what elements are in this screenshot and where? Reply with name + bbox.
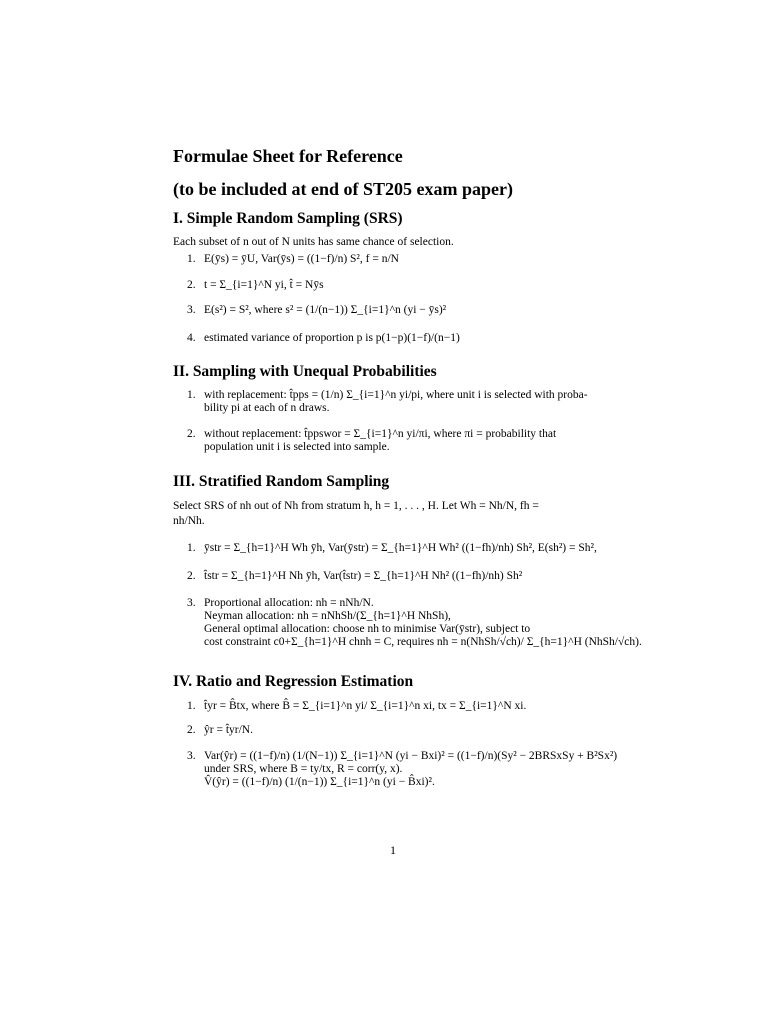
page-title: Formulae Sheet for Reference: [173, 146, 403, 166]
section-heading-stratified: III. Stratified Random Sampling: [173, 473, 390, 490]
formula-text: Proportional allocation: nh = nNh/N.: [204, 597, 374, 609]
formula-continuation: bility pi at each of n draws.: [204, 402, 330, 414]
formula-text: without replacement: t̂ppswor = Σ_{i=1}^n yi/πi, where πi = probability that: [204, 428, 557, 440]
formula-text: E(s²) = S², where s² = (1/(n−1)) Σ_{i=1}^n (yi − ȳs)²: [204, 304, 447, 316]
item-number: 4.: [187, 332, 196, 344]
section-intro-stratified-cont: nh/Nh.: [173, 515, 205, 527]
item-number: 2.: [187, 279, 196, 291]
list-item: [187, 542, 617, 555]
list-item: [187, 570, 617, 583]
section-intro-stratified: Select SRS of nh out of Nh from stratum h, h = 1, . . . , H. Let Wh = Nh/N, fh =: [173, 500, 539, 512]
item-number: 3.: [187, 304, 196, 316]
section-intro-srs: Each subset of n out of N units has same chance of selection.: [173, 236, 454, 248]
formula-text: t̂yr = B̂tx, where B̂ = Σ_{i=1}^n yi/ Σ_{i=1}^n xi, tx = Σ_{i=1}^N xi.: [204, 700, 527, 712]
formula-continuation: V̂(ŷr) = ((1−f)/n) (1/(n−1)) Σ_{i=1}^n (yi − B̂xi)².: [204, 776, 435, 788]
list-item: [187, 700, 617, 713]
item-number: 3.: [187, 750, 196, 762]
section-heading-ratio-regression: IV. Ratio and Regression Estimation: [173, 673, 414, 690]
formula-continuation: Neyman allocation: nh = nNhSh/(Σ_{h=1}^H NhSh),: [204, 610, 451, 622]
section-heading-srs: I. Simple Random Sampling (SRS): [173, 210, 403, 227]
formula-continuation: General optimal allocation: choose nh to minimise Var(ȳstr), subject to: [204, 623, 531, 635]
page-subtitle: (to be included at end of ST205 exam paper): [173, 179, 514, 199]
formula-text: estimated variance of proportion p is p(1−p)(1−f)/(n−1): [204, 332, 460, 344]
formula-continuation: population unit i is selected into sample.: [204, 441, 390, 453]
list-item: [187, 428, 617, 454]
list-item: [187, 750, 647, 789]
section-heading-unequal-probabilities: II. Sampling with Unequal Probabilities: [173, 363, 437, 380]
list-item: [187, 253, 617, 266]
item-number: 2.: [187, 428, 196, 440]
item-number: 2.: [187, 570, 196, 582]
formula-text: ŷr = t̂yr/N.: [204, 724, 253, 736]
list-item: [187, 389, 617, 415]
formula-text: t = Σ_{i=1}^N yi, t̂ = Nȳs: [204, 279, 324, 291]
formula-continuation: cost constraint c0+Σ_{h=1}^H chnh = C, requires nh = n(NhSh/√ch)/ Σ_{h=1}^H (NhSh/√ch).: [204, 636, 642, 648]
list-item: [187, 597, 687, 649]
item-number: 3.: [187, 597, 196, 609]
item-number: 1.: [187, 389, 196, 401]
formula-text: t̂str = Σ_{h=1}^H Nh ȳh, Var(t̂str) = Σ_{h=1}^H Nh² ((1−fh)/nh) Sh²: [204, 570, 523, 582]
list-item: [187, 724, 617, 737]
item-number: 1.: [187, 700, 196, 712]
list-item: [187, 279, 617, 292]
formula-continuation: under SRS, where B = ty/tx, R = corr(y, x).: [204, 763, 403, 775]
item-number: 1.: [187, 253, 196, 265]
formula-text: Var(ŷr) = ((1−f)/n) (1/(N−1)) Σ_{i=1}^N (yi − Bxi)² = ((1−f)/n)(Sy² − 2BRSxSy + B²Sx²): [204, 750, 618, 762]
item-number: 1.: [187, 542, 196, 554]
page-number: 1: [390, 843, 396, 857]
formula-text: ȳstr = Σ_{h=1}^H Wh ȳh, Var(ȳstr) = Σ_{h=1}^H Wh² ((1−fh)/nh) Sh², E(sh²) = Sh²,: [204, 542, 597, 554]
list-item: [187, 332, 617, 345]
formula-text: with replacement: t̂pps = (1/n) Σ_{i=1}^n yi/pi, where unit i is selected with proba-: [204, 389, 588, 401]
formula-text: E(ȳs) = ȳU, Var(ȳs) = ((1−f)/n) S², f = n/N: [204, 253, 399, 265]
item-number: 2.: [187, 724, 196, 736]
list-item: [187, 304, 617, 317]
